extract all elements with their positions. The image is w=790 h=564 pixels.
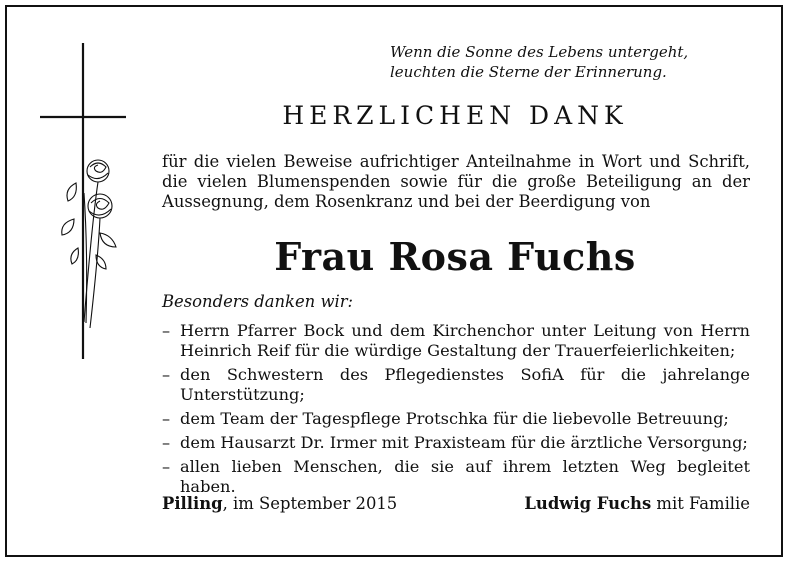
signer-name: Ludwig Fuchs bbox=[524, 494, 652, 513]
list-item bbox=[162, 457, 750, 497]
roses-icon bbox=[62, 160, 116, 328]
signer-suffix: mit Familie bbox=[651, 494, 750, 513]
date: , im September 2015 bbox=[222, 494, 398, 513]
list-item bbox=[162, 409, 750, 429]
deceased-name: Frau Rosa Fuchs bbox=[274, 234, 636, 279]
list-item bbox=[162, 433, 750, 453]
list-item-text: den Schwestern des Pflegedienstes SofiA für die jahrelange Unterstützung; bbox=[180, 365, 750, 404]
list-item bbox=[162, 321, 750, 361]
page-title: HERZLICHEN DANK bbox=[282, 101, 628, 130]
thanks-list bbox=[162, 321, 750, 501]
dash-marker: – bbox=[162, 433, 171, 452]
epitaph-quote bbox=[390, 42, 750, 82]
dash-marker: – bbox=[162, 409, 171, 428]
list-item-text: Herrn Pfarrer Bock und dem Kirchenchor unter Leitung von Herrn Heinrich Reif für die würdige Gestaltung der Trauerfeierlichkeiten; bbox=[180, 321, 750, 360]
list-item-text: allen lieben Menschen, die sie auf ihrem letzten Weg begleitet haben. bbox=[180, 457, 750, 496]
place-date bbox=[162, 494, 397, 513]
quote-line-1: Wenn die Sonne des Lebens untergeht, bbox=[390, 43, 689, 61]
signature bbox=[524, 494, 750, 513]
intro-paragraph: für die vielen Beweise aufrichtiger Anteilnahme in Wort und Schrift, die vielen Blumenspenden sowie für die große Beteiligung an der Aussegnung, dem Rosenkranz und bei der Beerdigung von bbox=[162, 152, 750, 211]
thanks-heading: Besonders danken wir: bbox=[162, 292, 354, 311]
list-item bbox=[162, 365, 750, 405]
cross-icon bbox=[38, 43, 128, 363]
list-item-text: dem Hausarzt Dr. Irmer mit Praxisteam für die ärztliche Versorgung; bbox=[180, 433, 748, 452]
quote-line-2: leuchten die Sterne der Erinnerung. bbox=[390, 63, 667, 81]
place: Pilling bbox=[162, 494, 223, 513]
dash-marker: – bbox=[162, 321, 171, 340]
list-item-text: dem Team der Tagespflege Protschka für die liebevolle Betreuung; bbox=[180, 409, 729, 428]
dash-marker: – bbox=[162, 365, 171, 384]
dash-marker: – bbox=[162, 457, 171, 476]
